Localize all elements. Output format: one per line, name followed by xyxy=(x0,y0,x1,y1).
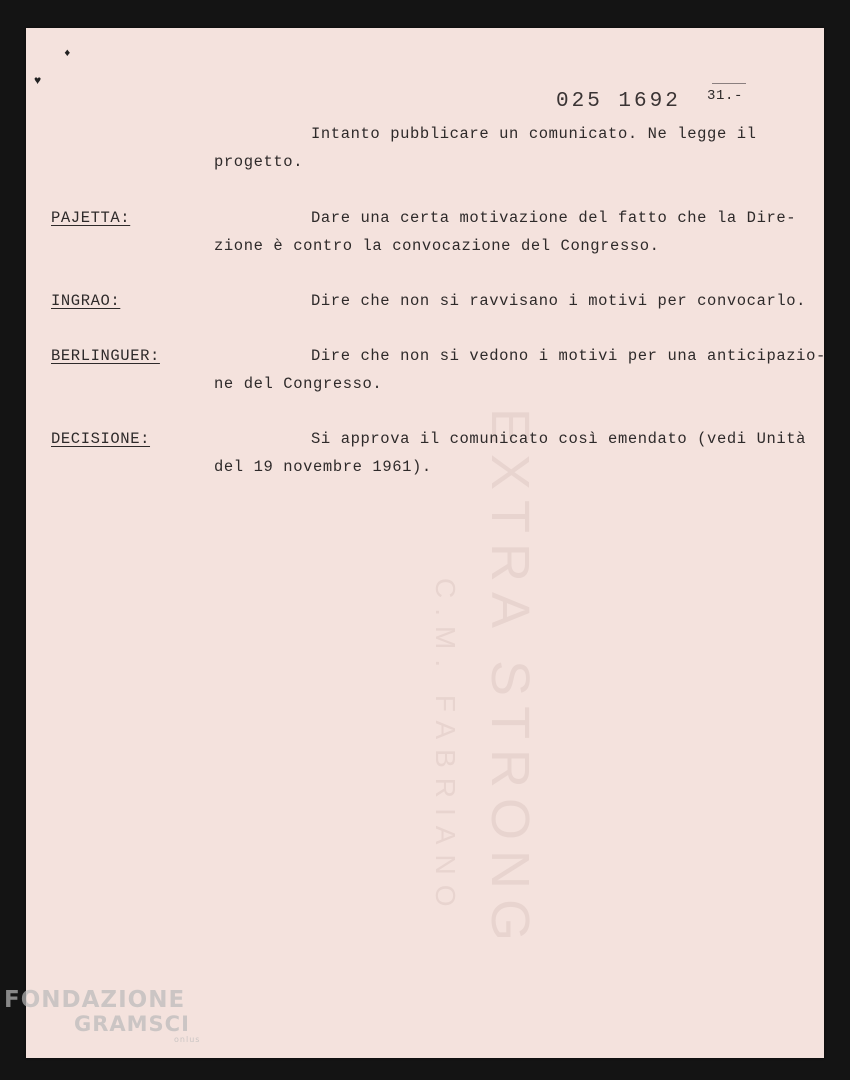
document-page xyxy=(26,28,824,1058)
entry-text-line1: Dire che non si vedono i motivi per una anticipazio- xyxy=(311,347,826,365)
page-number-overline xyxy=(712,83,746,84)
watermark-subtext: C.M. FABRIANO xyxy=(430,578,461,917)
entry-text-line1: Dire che non si ravvisano i motivi per convocarlo. xyxy=(311,292,807,310)
logo-line1: FONDAZIONE xyxy=(4,987,186,1013)
watermark-text: EXTRA STRONG xyxy=(480,408,540,952)
entry-text-line2: del 19 novembre 1961). xyxy=(214,458,432,476)
speaker-label: INGRAO: xyxy=(51,292,121,310)
entry-text-line2: progetto. xyxy=(214,153,304,171)
page-number: 31.- xyxy=(707,88,744,104)
entry-text-line1: Intanto pubblicare un comunicato. Ne legge il xyxy=(311,125,757,143)
logo-line2: GRAMSCI xyxy=(74,1012,190,1037)
paper-watermark xyxy=(421,408,581,1048)
speaker-label: PAJETTA: xyxy=(51,209,131,227)
ink-mark: ♥ xyxy=(34,74,42,88)
logo-line3: onlus xyxy=(174,1035,201,1045)
entry-text-line1: Si approva il comunicato così emendato (vedi Unità xyxy=(311,430,807,448)
entry-text-line2: zione è contro la convocazione del Congresso. xyxy=(214,237,660,255)
speaker-label: BERLINGUER: xyxy=(51,347,160,365)
speaker-label: DECISIONE: xyxy=(51,430,151,448)
ink-mark: ♦ xyxy=(64,48,71,60)
entry-text-line2: ne del Congresso. xyxy=(214,375,383,393)
document-number: 025 1692 xyxy=(556,90,681,113)
entry-text-line1: Dare una certa motivazione del fatto che la Dire- xyxy=(311,209,797,227)
fondazione-gramsci-logo xyxy=(4,988,200,1045)
